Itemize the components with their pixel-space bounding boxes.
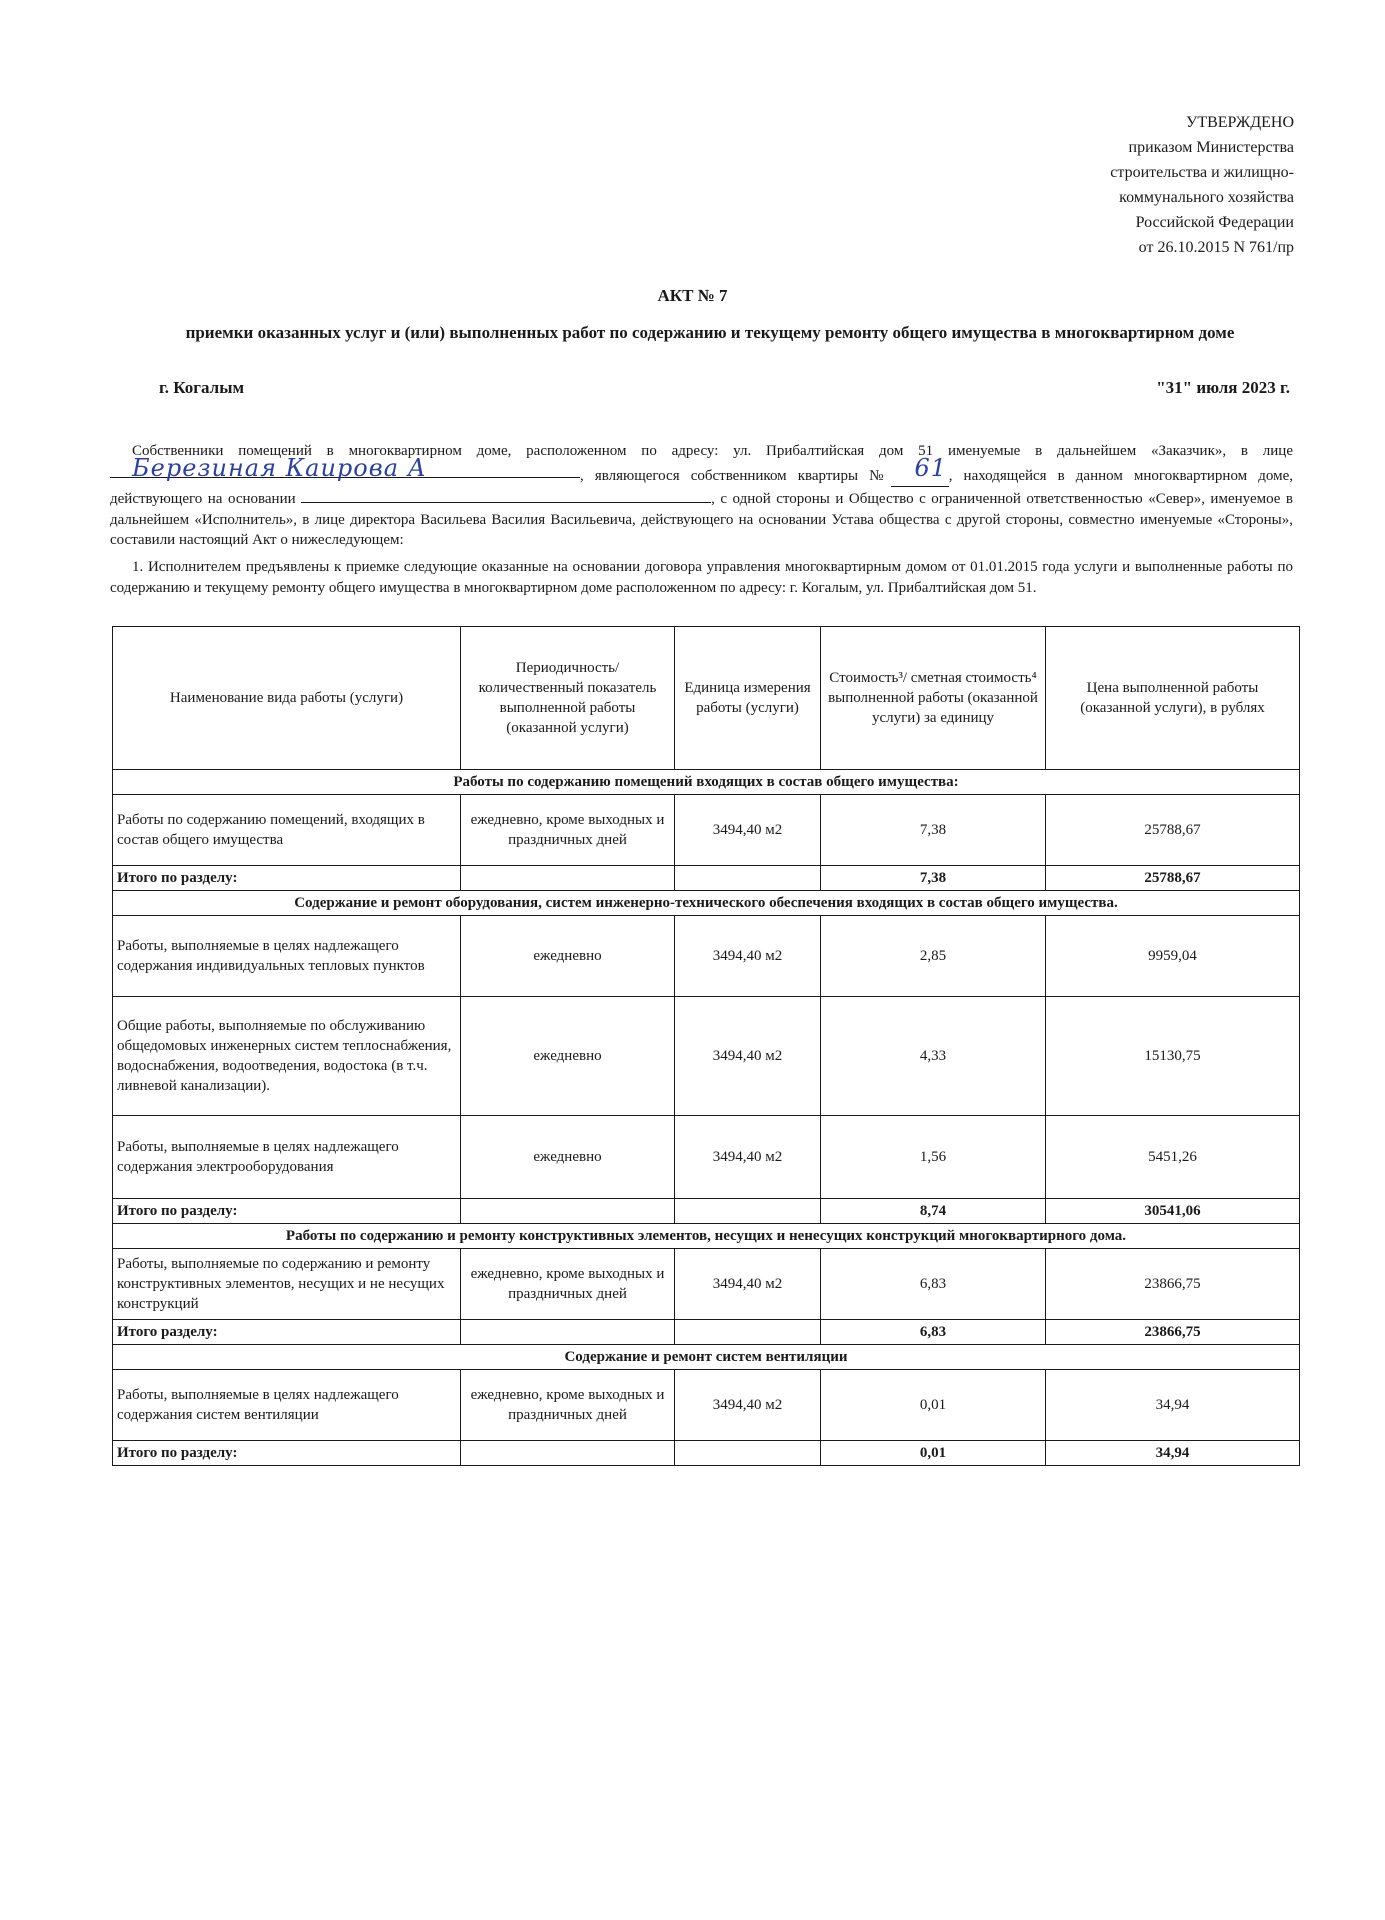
- total-row: [113, 1320, 1300, 1345]
- work-price: 25788,67: [1046, 795, 1300, 866]
- header-cell: Стоимость³/ сметная стоимость⁴ выполненной работы (оказанной услуги) за единицу: [821, 627, 1046, 770]
- total-price: 23866,75: [1046, 1320, 1300, 1345]
- work-unit: 3494,40 м2: [675, 795, 821, 866]
- total-cost: 0,01: [821, 1441, 1046, 1466]
- header-cell: Единица измерения работы (услуги): [675, 627, 821, 770]
- approval-line: строительства и жилищно-: [1110, 164, 1294, 181]
- work-unit: 3494,40 м2: [675, 997, 821, 1116]
- total-label: Итого разделу:: [113, 1320, 461, 1345]
- approval-line: УТВЕРЖДЕНО: [1185, 114, 1294, 131]
- approval-line: от 26.10.2015 N 761/пр: [1138, 239, 1294, 256]
- section-title: Работы по содержанию помещений входящих в состав общего имущества:: [113, 770, 1300, 795]
- total-price: 25788,67: [1046, 866, 1300, 891]
- work-cost: 0,01: [821, 1370, 1046, 1441]
- work-cost: 1,56: [821, 1116, 1046, 1199]
- work-name: Общие работы, выполняемые по обслуживанию общедомовых инженерных систем теплоснабжения, водоснабжения, водоотведения, водостока (в т.ч. ливневой канализации).: [113, 997, 461, 1116]
- work-price: 5451,26: [1046, 1116, 1300, 1199]
- work-period: ежедневно: [461, 997, 675, 1116]
- total-row: [113, 1441, 1300, 1466]
- work-name: Работы по содержанию помещений, входящих в состав общего имущества: [113, 795, 461, 866]
- work-cost: 6,83: [821, 1249, 1046, 1320]
- work-unit: 3494,40 м2: [675, 1370, 821, 1441]
- work-period: ежедневно, кроме выходных и праздничных дней: [461, 795, 675, 866]
- intro-text-c: , находящейся в данном многоквартирном доме, действующего на основании: [110, 467, 1293, 507]
- intro-text-a: Собственники помещений в многоквартирном доме, расположенном по адресу: ул. Прибалтийская дом 51 именуемые в дальнейшем «Заказчик», в лице: [132, 443, 1293, 459]
- total-row: [113, 1199, 1300, 1224]
- header-cell: Цена выполненной работы (оказанной услуги), в рублях: [1046, 627, 1300, 770]
- header-cell: Периодичность/ количественный показатель выполненной работы (оказанной услуги): [461, 627, 675, 770]
- total-price: 34,94: [1046, 1441, 1300, 1466]
- total-cost: 6,83: [821, 1320, 1046, 1345]
- total-price: 30541,06: [1046, 1199, 1300, 1224]
- section-title: Содержание и ремонт систем вентиляции: [113, 1345, 1300, 1370]
- work-unit: 3494,40 м2: [675, 1249, 821, 1320]
- table-row: [113, 795, 1300, 866]
- work-name: Работы, выполняемые в целях надлежащего содержания систем вентиляции: [113, 1370, 461, 1441]
- apartment-handwritten: 61: [914, 453, 947, 482]
- section-title-row: [113, 1345, 1300, 1370]
- act-subtitle: приемки оказанных услуг и (или) выполненных работ по содержанию и текущему ремонту общего имущества в многоквартирном доме: [185, 323, 1235, 342]
- section-title-row: [113, 891, 1300, 916]
- total-label: Итого по разделу:: [113, 1441, 461, 1466]
- act-city: г. Когалым: [159, 378, 245, 397]
- work-name: Работы, выполняемые в целях надлежащего содержания электрооборудования: [113, 1116, 461, 1199]
- total-row: [113, 866, 1300, 891]
- act-date: "31" июля 2023 г.: [1156, 378, 1290, 397]
- section-title-row: [113, 1224, 1300, 1249]
- work-period: ежедневно: [461, 916, 675, 997]
- table-row: [113, 1249, 1300, 1320]
- total-cost: 8,74: [821, 1199, 1046, 1224]
- table-row: [113, 997, 1300, 1116]
- owner-handwritten: Березиная Каирова А: [132, 453, 427, 482]
- basis-blank-line: [301, 487, 711, 503]
- work-name: Работы, выполняемые в целях надлежащего содержания индивидуальных тепловых пунктов: [113, 916, 461, 997]
- section-title-row: [113, 770, 1300, 795]
- approval-line: приказом Министерства: [1128, 139, 1294, 156]
- work-cost: 4,33: [821, 997, 1046, 1116]
- total-cost: 7,38: [821, 866, 1046, 891]
- work-name: Работы, выполняемые по содержанию и ремонту конструктивных элементов, несущих и не несущих конструкций: [113, 1249, 461, 1320]
- work-price: 15130,75: [1046, 997, 1300, 1116]
- work-period: ежедневно, кроме выходных и праздничных дней: [461, 1370, 675, 1441]
- intro-text-d: , с одной стороны и Общество с ограниченной ответственностью «Север», именуемое в дальнейшем «Исполнитель», в лице директора Васильева Василия Васильевича, действующего на основании Устава общества с другой стороны, совместно именуемые «Стороны», составили настоящий Акт о нижеследующем:: [110, 491, 1294, 548]
- header-cell: Наименование вида работы (услуги): [113, 627, 461, 770]
- table-row: [113, 1370, 1300, 1441]
- intro-text-b: , являющегося собственником квартиры №: [580, 467, 891, 484]
- approval-line: Российской Федерации: [1135, 214, 1294, 231]
- table-header-row: [113, 627, 1300, 770]
- act-title: АКТ № 7: [657, 286, 728, 305]
- total-label: Итого по разделу:: [113, 866, 461, 891]
- work-price: 23866,75: [1046, 1249, 1300, 1320]
- intro-paragraph: [110, 441, 1293, 551]
- work-unit: 3494,40 м2: [675, 1116, 821, 1199]
- work-cost: 2,85: [821, 916, 1046, 997]
- section-title: Работы по содержанию и ремонту конструктивных элементов, несущих и ненесущих конструкций многоквартирного дома.: [113, 1224, 1300, 1249]
- owner-signature-line: [110, 453, 580, 482]
- approval-block: [1110, 110, 1294, 260]
- apartment-number-line: [891, 453, 949, 488]
- work-cost: 7,38: [821, 795, 1046, 866]
- work-price: 34,94: [1046, 1370, 1300, 1441]
- table-row: [113, 1116, 1300, 1199]
- works-table: [112, 626, 1300, 1466]
- section-title: Содержание и ремонт оборудования, систем инженерно-технического обеспечения входящих в состав общего имущества.: [113, 891, 1300, 916]
- work-period: ежедневно, кроме выходных и праздничных дней: [461, 1249, 675, 1320]
- table-row: [113, 916, 1300, 997]
- work-price: 9959,04: [1046, 916, 1300, 997]
- work-unit: 3494,40 м2: [675, 916, 821, 997]
- total-label: Итого по разделу:: [113, 1199, 461, 1224]
- clause-1: 1. Исполнителем предъявлены к приемке следующие оказанные на основании договора управления многоквартирным домом от 01.01.2015 года услуги и выполненные работы по содержанию и текущему ремонту общего имущества в многоквартирном доме расположенном по адресу: г. Когалым, ул. Прибалтийская дом 51.: [110, 559, 1293, 596]
- work-period: ежедневно: [461, 1116, 675, 1199]
- approval-line: коммунального хозяйства: [1119, 189, 1294, 206]
